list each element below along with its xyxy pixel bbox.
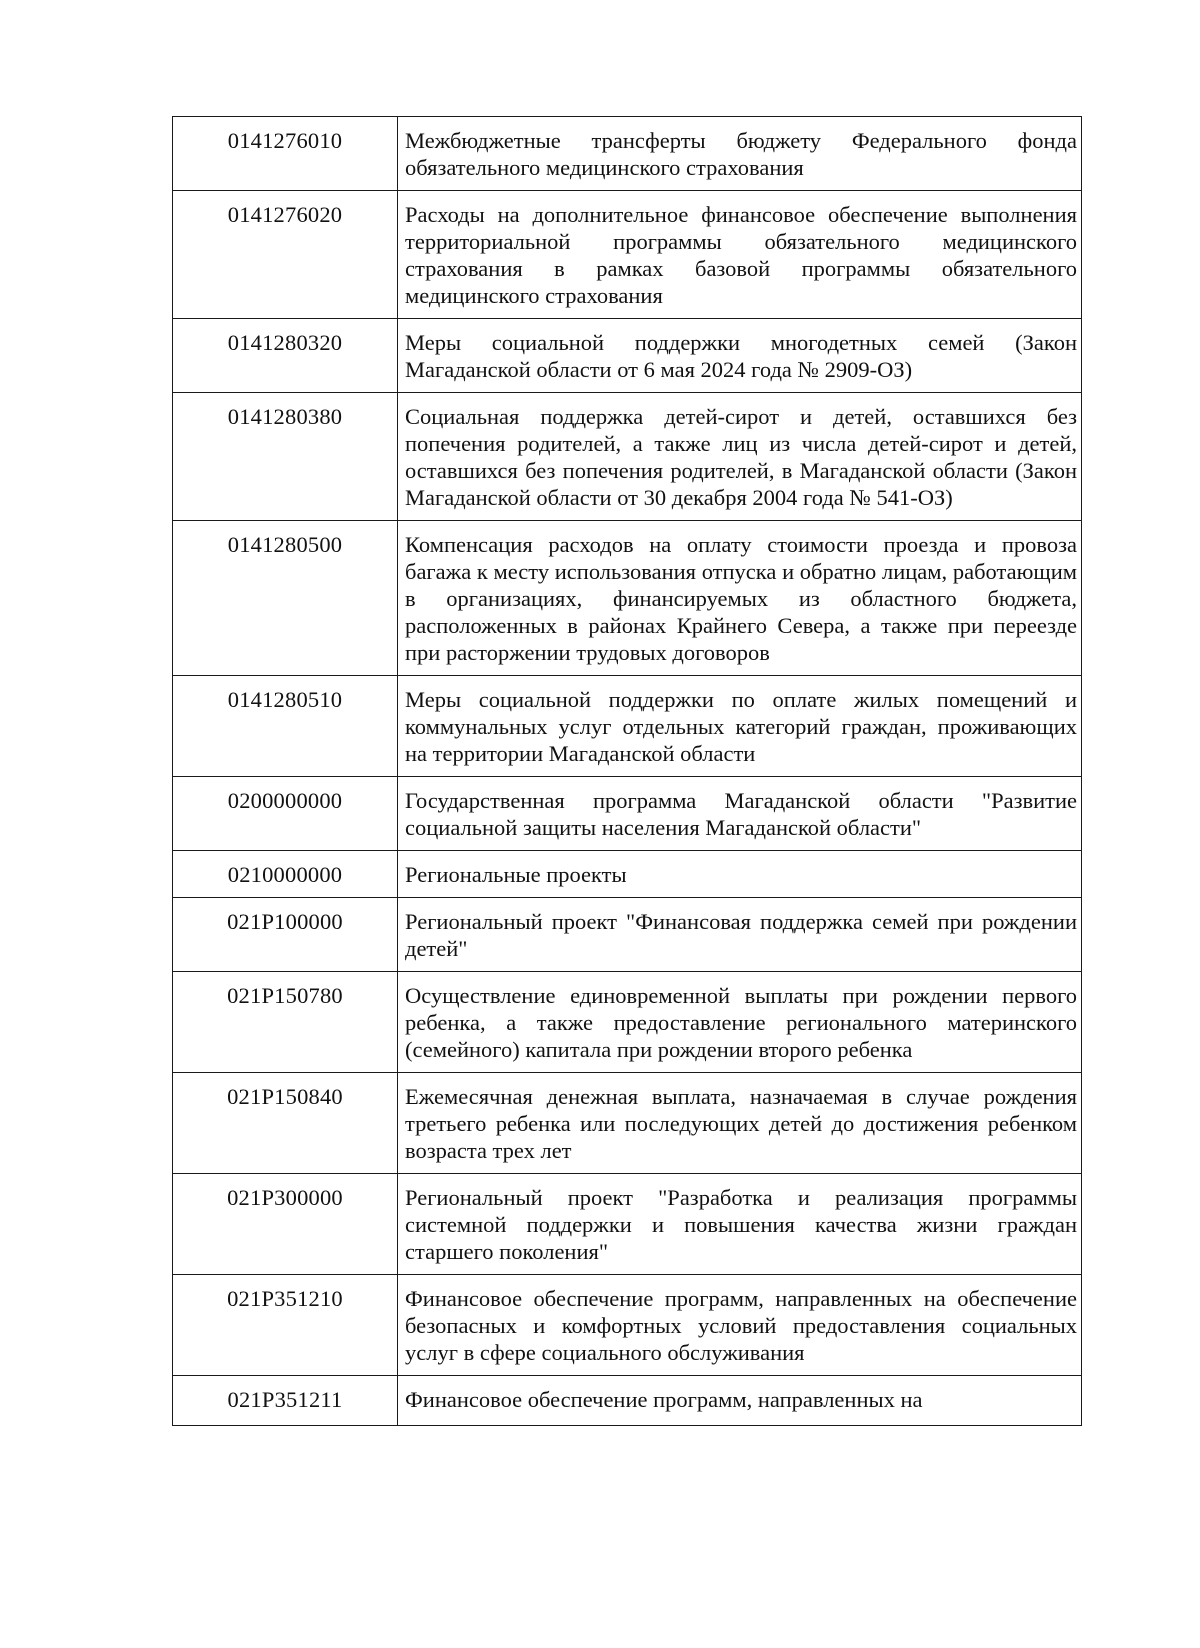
row-description: Ежемесячная денежная выплата, назначаемая в случае рождения третьего ребенка или последующих детей до достижения ребенком возраста трех лет [398,1073,1082,1174]
row-description: Меры социальной поддержки многодетных семей (Закон Магаданской области от 6 мая 2024 года № 2909-ОЗ) [398,319,1082,393]
row-description: Государственная программа Магаданской области "Развитие социальной защиты населения Магаданской области" [398,777,1082,851]
row-description: Межбюджетные трансферты бюджету Федерального фонда обязательного медицинского страхования [398,117,1082,191]
table-row [173,777,1082,851]
table-row [173,1376,1082,1426]
row-code: 0200000000 [173,777,398,851]
row-code: 021P100000 [173,898,398,972]
table-row [173,521,1082,676]
row-description: Социальная поддержка детей-сирот и детей, оставшихся без попечения родителей, а также лиц из числа детей-сирот и детей, оставшихся без попечения родителей, в Магаданской области (Закон Магаданской области от 30 декабря 2004 года № 541-ОЗ) [398,393,1082,521]
row-description: Финансовое обеспечение программ, направленных на обеспечение безопасных и комфортных условий предоставления социальных услуг в сфере социального обслуживания [398,1275,1082,1376]
row-description: Региональные проекты [398,851,1082,898]
row-code: 0141280500 [173,521,398,676]
table-row [173,117,1082,191]
row-description: Меры социальной поддержки по оплате жилых помещений и коммунальных услуг отдельных категорий граждан, проживающих на территории Магаданской области [398,676,1082,777]
row-code: 021P150840 [173,1073,398,1174]
table-row [173,319,1082,393]
row-code: 0141280380 [173,393,398,521]
table-row [173,393,1082,521]
row-code: 021P351210 [173,1275,398,1376]
table-row [173,1073,1082,1174]
row-code: 0141280510 [173,676,398,777]
row-description: Региональный проект "Финансовая поддержка семей при рождении детей" [398,898,1082,972]
row-description: Финансовое обеспечение программ, направленных на [398,1376,1082,1426]
budget-classification-table [172,116,1082,1426]
row-code: 021P351211 [173,1376,398,1426]
table-row [173,1174,1082,1275]
row-description: Расходы на дополнительное финансовое обеспечение выполнения территориальной программы обязательного медицинского страхования в рамках базовой программы обязательного медицинского страхования [398,191,1082,319]
row-code: 021P300000 [173,1174,398,1275]
table-row [173,972,1082,1073]
table-row [173,191,1082,319]
table-row [173,898,1082,972]
table-row [173,1275,1082,1376]
row-code: 021P150780 [173,972,398,1073]
table-row [173,676,1082,777]
row-description: Компенсация расходов на оплату стоимости проезда и провоза багажа к месту использования отпуска и обратно лицам, работающим в организациях, финансируемых из областного бюджета, расположенных в районах Крайнего Севера, а также при переезде при расторжении трудовых договоров [398,521,1082,676]
row-code: 0141276020 [173,191,398,319]
row-code: 0141280320 [173,319,398,393]
row-description: Осуществление единовременной выплаты при рождении первого ребенка, а также предоставление регионального материнского (семейного) капитала при рождении второго ребенка [398,972,1082,1073]
row-code: 0141276010 [173,117,398,191]
row-description: Региональный проект "Разработка и реализация программы системной поддержки и повышения качества жизни граждан старшего поколения" [398,1174,1082,1275]
table-row [173,851,1082,898]
row-code: 0210000000 [173,851,398,898]
